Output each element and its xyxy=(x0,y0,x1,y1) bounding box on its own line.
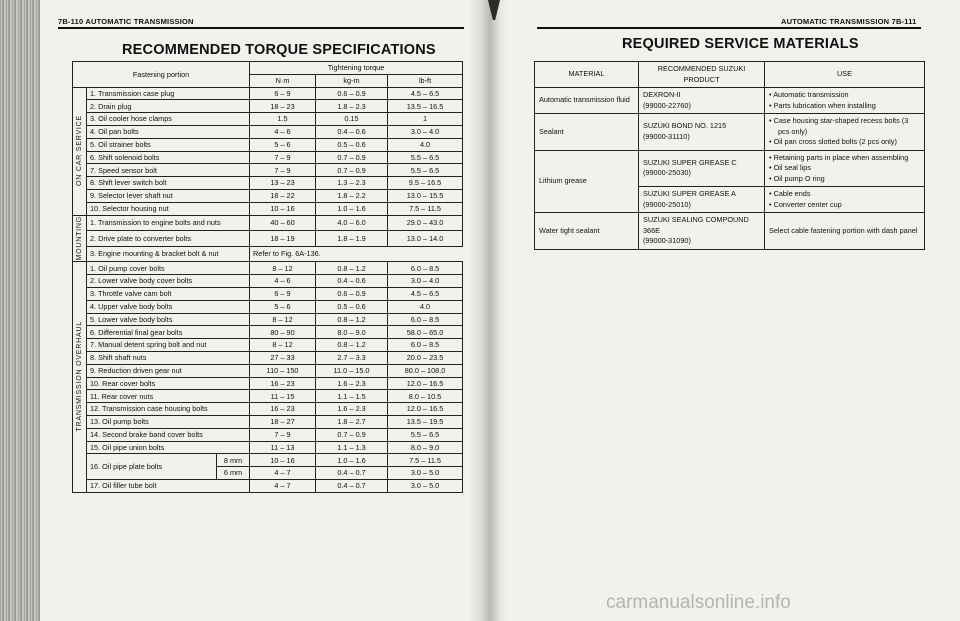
col-header-use: USE xyxy=(765,62,925,88)
torque-kgm-cell: 0.6 – 0.9 xyxy=(316,87,388,100)
torque-kgm-cell: 0.8 – 1.2 xyxy=(316,339,388,352)
torque-kgm-cell: 4.0 – 6.0 xyxy=(316,215,388,231)
torque-nm-cell: 6 – 9 xyxy=(250,87,316,100)
bullet: • xyxy=(769,163,772,172)
bullet: • xyxy=(769,137,772,146)
torque-lbft-cell: 6.0 – 8.5 xyxy=(388,313,463,326)
table-row xyxy=(73,364,463,377)
product-part-number: (99000-25010) xyxy=(643,199,691,209)
torque-lbft-cell: 8.0 – 9.0 xyxy=(388,441,463,454)
material-cell: Water tight sealant xyxy=(535,213,639,250)
table-row xyxy=(73,151,463,164)
table-row xyxy=(73,246,463,262)
torque-kgm-cell: 0.5 – 0.6 xyxy=(316,138,388,151)
bolt-size-cell: 8 mm xyxy=(217,454,250,467)
use-item-text: Oil seal lips xyxy=(773,163,811,172)
table-row xyxy=(73,113,463,126)
material-cell: Automatic transmission fluid xyxy=(535,88,639,114)
fastening-item: 6. Shift solenoid bolts xyxy=(87,151,250,164)
fastening-item: 2. Drain plug xyxy=(87,100,250,113)
fastening-item: 1. Oil pump cover bolts xyxy=(87,262,250,275)
torque-lbft-cell: 13.5 – 19.5 xyxy=(388,415,463,428)
use-item-text: Case housing star-shaped recess bolts (3 pcs only) xyxy=(773,116,909,136)
table-row xyxy=(535,114,925,151)
fastening-item: 3. Oil cooler hose clamps xyxy=(87,113,250,126)
torque-nm-cell: 18 – 27 xyxy=(250,415,316,428)
use-item-text: Parts lubrication when installing xyxy=(773,100,876,110)
use-cell: Select cable fastening portion with dash panel xyxy=(765,213,925,250)
torque-kgm-cell: 0.7 – 0.9 xyxy=(316,164,388,177)
page-binding-edge xyxy=(0,0,40,621)
right-page-title: REQUIRED SERVICE MATERIALS xyxy=(622,36,859,52)
table-row xyxy=(73,300,463,313)
product-part-number: (99000-31110) xyxy=(643,131,690,141)
torque-nm-cell: 8 – 12 xyxy=(250,313,316,326)
torque-nm-cell: 18 – 19 xyxy=(250,231,316,247)
material-cell: Lithium grease xyxy=(535,150,639,213)
torque-nm-cell: 7 – 9 xyxy=(250,151,316,164)
torque-kgm-cell: 0.4 – 0.7 xyxy=(316,479,388,492)
torque-kgm-cell: 1.8 – 1.9 xyxy=(316,231,388,247)
torque-nm-cell: 11 – 13 xyxy=(250,441,316,454)
torque-lbft-cell: 80.0 – 108.0 xyxy=(388,364,463,377)
bolt-size-cell: 6 mm xyxy=(217,467,250,480)
torque-nm-cell: 10 – 16 xyxy=(250,454,316,467)
right-header-rule xyxy=(537,27,921,29)
fastening-item: 4. Oil pan bolts xyxy=(87,125,250,138)
product-cell xyxy=(639,187,765,213)
use-item-text: Automatic transmission xyxy=(773,90,849,99)
torque-lbft-cell: 3.0 – 4.0 xyxy=(388,125,463,138)
torque-lbft-cell: 4.5 – 6.5 xyxy=(388,87,463,100)
torque-kgm-cell: 0.4 – 0.7 xyxy=(316,467,388,480)
torque-lbft-cell: 29.0 – 43.0 xyxy=(388,215,463,231)
fastening-item: 2. Drive plate to converter bolts xyxy=(87,231,250,247)
torque-lbft-cell: 12.0 – 16.5 xyxy=(388,377,463,390)
table-row xyxy=(73,428,463,441)
torque-lbft-cell: 3.0 – 5.0 xyxy=(388,467,463,480)
product-name: SUZUKI SEALING COMPOUND 366E xyxy=(643,215,749,235)
torque-kgm-cell: 0.8 – 1.2 xyxy=(316,262,388,275)
torque-lbft-cell: 5.5 – 6.5 xyxy=(388,164,463,177)
torque-nm-cell: 4 – 7 xyxy=(250,479,316,492)
col-header-material: MATERIAL xyxy=(535,62,639,88)
torque-nm-cell: 5 – 6 xyxy=(250,138,316,151)
torque-lbft-cell: 7.5 – 11.5 xyxy=(388,454,463,467)
bullet: • xyxy=(769,173,772,183)
fastening-item: 10. Rear cover bolts xyxy=(87,377,250,390)
left-header-rule xyxy=(58,27,464,29)
fastening-item: 13. Oil pump bolts xyxy=(87,415,250,428)
torque-lbft-cell: 4.5 – 6.5 xyxy=(388,287,463,300)
torque-nm-cell: 13 – 23 xyxy=(250,177,316,190)
use-item-text: Retaining parts in place when assembling xyxy=(773,152,909,162)
fastening-item: 10. Selector housing nut xyxy=(87,202,250,215)
use-item xyxy=(769,116,920,137)
table-row xyxy=(535,150,925,187)
torque-lbft-cell: 5.5 – 6.5 xyxy=(388,428,463,441)
use-item-text: Cable ends xyxy=(773,189,811,198)
torque-refer-cell: Refer to Fig. 6A-136. xyxy=(250,246,463,262)
use-item xyxy=(769,189,920,200)
bullet: • xyxy=(769,90,772,99)
torque-kgm-cell: 0.7 – 0.9 xyxy=(316,151,388,164)
table-row xyxy=(73,275,463,288)
fastening-item: 7. Speed sensor bolt xyxy=(87,164,250,177)
group-label-on-car-service xyxy=(73,87,87,215)
torque-nm-cell: 16 – 23 xyxy=(250,403,316,416)
torque-lbft-cell: 13.5 – 16.5 xyxy=(388,100,463,113)
product-part-number: (99000-25030) xyxy=(643,168,691,178)
table-row xyxy=(73,454,463,467)
torque-kgm-cell: 0.7 – 0.9 xyxy=(316,428,388,441)
torque-nm-cell: 16 – 23 xyxy=(250,377,316,390)
material-cell: Sealant xyxy=(535,114,639,151)
fastening-item: 5. Oil strainer bolts xyxy=(87,138,250,151)
use-item xyxy=(769,90,920,101)
torque-kgm-cell: 1.8 – 2.3 xyxy=(316,100,388,113)
torque-lbft-cell: 4.0 xyxy=(388,300,463,313)
col-header-tightening-torque: Tightening torque xyxy=(250,62,463,75)
torque-lbft-cell: 4.0 xyxy=(388,138,463,151)
left-page-title: RECOMMENDED TORQUE SPECIFICATIONS xyxy=(122,42,436,58)
fastening-item: 4. Upper valve body bolts xyxy=(87,300,250,313)
fastening-item: 9. Selector lever shaft nut xyxy=(87,189,250,202)
fastening-item: 15. Oil pipe union bolts xyxy=(87,441,250,454)
torque-kgm-cell: 2.7 – 3.3 xyxy=(316,351,388,364)
table-row xyxy=(73,125,463,138)
fastening-item: 5. Lower valve body bolts xyxy=(87,313,250,326)
product-name: SUZUKI SUPER GREASE C xyxy=(643,157,737,167)
torque-spec-table xyxy=(72,61,463,493)
torque-nm-cell: 18 – 23 xyxy=(250,100,316,113)
use-item xyxy=(769,101,920,112)
torque-lbft-cell: 20.0 – 23.5 xyxy=(388,351,463,364)
torque-kgm-cell: 8.0 – 9.0 xyxy=(316,326,388,339)
table-row xyxy=(73,313,463,326)
use-item xyxy=(769,174,920,185)
torque-kgm-cell: 0.4 – 0.6 xyxy=(316,125,388,138)
torque-kgm-cell: 1.0 – 1.6 xyxy=(316,202,388,215)
use-cell xyxy=(765,150,925,187)
fastening-item: 3. Throttle valve cam bolt xyxy=(87,287,250,300)
torque-nm-cell: 4 – 7 xyxy=(250,467,316,480)
fastening-item: 8. Shift shaft nuts xyxy=(87,351,250,364)
group-label-transmission-overhaul xyxy=(73,262,87,492)
torque-kgm-cell: 0.15 xyxy=(316,113,388,126)
product-part-number: (99000-31090) xyxy=(643,236,691,245)
torque-nm-cell: 27 – 33 xyxy=(250,351,316,364)
fastening-item: 9. Reduction driven gear nut xyxy=(87,364,250,377)
col-header-kgm: kg-m xyxy=(316,74,388,87)
torque-kgm-cell: 1.8 – 2.7 xyxy=(316,415,388,428)
use-item xyxy=(769,163,920,174)
fastening-item: 1. Transmission to engine bolts and nuts xyxy=(87,215,250,231)
torque-nm-cell: 4 – 6 xyxy=(250,275,316,288)
torque-kgm-cell: 1.3 – 2.3 xyxy=(316,177,388,190)
torque-lbft-cell: 9.5 – 16.5 xyxy=(388,177,463,190)
torque-nm-cell: 5 – 6 xyxy=(250,300,316,313)
table-row xyxy=(73,390,463,403)
use-item xyxy=(769,200,920,211)
group-label-text: TRANSMISSION OVERHAUL xyxy=(76,321,83,432)
table-row xyxy=(73,403,463,416)
bullet: • xyxy=(769,116,772,125)
fastening-item: 12. Transmission case housing bolts xyxy=(87,403,250,416)
torque-nm-cell: 7 – 9 xyxy=(250,164,316,177)
table-row xyxy=(73,100,463,113)
torque-lbft-cell: 58.0 – 65.0 xyxy=(388,326,463,339)
table-row xyxy=(73,287,463,300)
use-item xyxy=(769,153,920,164)
torque-kgm-cell: 1.0 – 1.6 xyxy=(316,454,388,467)
torque-kgm-cell: 11.0 – 15.0 xyxy=(316,364,388,377)
page-gutter xyxy=(468,0,508,621)
col-header-recommended-product: RECOMMENDED SUZUKI PRODUCT xyxy=(639,62,765,88)
torque-nm-cell: 6 – 9 xyxy=(250,287,316,300)
torque-kgm-cell: 1.8 – 2.2 xyxy=(316,189,388,202)
fastening-item: 14. Second brake band cover bolts xyxy=(87,428,250,441)
torque-kgm-cell: 0.4 – 0.6 xyxy=(316,275,388,288)
table-row xyxy=(73,231,463,247)
fastening-item: 7. Manual detent spring bolt and nut xyxy=(87,339,250,352)
fastening-item: 6. Differential final gear bolts xyxy=(87,326,250,339)
use-cell xyxy=(765,187,925,213)
torque-kgm-cell: 0.6 – 0.9 xyxy=(316,287,388,300)
torque-nm-cell: 110 – 150 xyxy=(250,364,316,377)
product-part-number: (99000-22760) xyxy=(643,100,691,110)
torque-nm-cell: 18 – 22 xyxy=(250,189,316,202)
table-row xyxy=(73,138,463,151)
bullet: • xyxy=(769,100,772,110)
torque-lbft-cell: 8.0 – 10.5 xyxy=(388,390,463,403)
product-cell xyxy=(639,150,765,187)
product-name: DEXRON-II xyxy=(643,90,681,99)
torque-nm-cell: 4 – 6 xyxy=(250,125,316,138)
fastening-item: 2. Lower valve body cover bolts xyxy=(87,275,250,288)
use-item-text: Converter center cup xyxy=(773,199,842,209)
right-page-number: AUTOMATIC TRANSMISSION 7B-111 xyxy=(781,17,917,26)
torque-nm-cell: 40 – 60 xyxy=(250,215,316,231)
group-label-text: MOUNTING xyxy=(76,215,83,261)
table-row xyxy=(73,202,463,215)
torque-lbft-cell: 7.5 – 11.5 xyxy=(388,202,463,215)
torque-lbft-cell: 3.0 – 5.0 xyxy=(388,479,463,492)
product-cell xyxy=(639,114,765,151)
product-name: SUZUKI BOND NO. 1215 xyxy=(643,121,727,131)
torque-nm-cell: 7 – 9 xyxy=(250,428,316,441)
torque-kgm-cell: 1.1 – 1.5 xyxy=(316,390,388,403)
table-row xyxy=(73,177,463,190)
col-header-nm: N·m xyxy=(250,74,316,87)
torque-nm-cell: 10 – 16 xyxy=(250,202,316,215)
table-row xyxy=(73,189,463,202)
torque-kgm-cell: 0.5 – 0.6 xyxy=(316,300,388,313)
torque-nm-cell: 1.5 xyxy=(250,113,316,126)
table-row xyxy=(73,415,463,428)
service-materials-table xyxy=(534,61,925,250)
product-name: SUZUKI SUPER GREASE A xyxy=(643,189,736,198)
use-item-text: Oil pan cross slotted bolts (2 pcs only) xyxy=(773,137,897,146)
torque-nm-cell: 8 – 12 xyxy=(250,262,316,275)
use-item xyxy=(769,137,920,148)
table-row xyxy=(73,479,463,492)
torque-lbft-cell: 12.0 – 16.5 xyxy=(388,403,463,416)
torque-lbft-cell: 6.0 – 8.5 xyxy=(388,339,463,352)
torque-nm-cell: 11 – 15 xyxy=(250,390,316,403)
torque-kgm-cell: 0.8 – 1.2 xyxy=(316,313,388,326)
table-row xyxy=(535,88,925,114)
group-label-mounting xyxy=(73,215,87,262)
product-cell xyxy=(639,88,765,114)
table-row xyxy=(73,164,463,177)
fastening-item: 3. Engine mounting & bracket bolt & nut xyxy=(87,246,250,262)
torque-lbft-cell: 3.0 – 4.0 xyxy=(388,275,463,288)
watermark: carmanualsonline.info xyxy=(606,592,791,613)
bullet: • xyxy=(769,152,772,162)
col-header-lbft: lb-ft xyxy=(388,74,463,87)
col-header-fastening-portion: Fastening portion xyxy=(73,62,250,88)
fastening-item: 17. Oil filler tube bolt xyxy=(87,479,250,492)
use-cell xyxy=(765,88,925,114)
table-row xyxy=(73,262,463,275)
torque-lbft-cell: 1 xyxy=(388,113,463,126)
fastening-item: 16. Oil pipe plate bolts xyxy=(87,454,217,480)
table-row xyxy=(73,339,463,352)
torque-nm-cell: 8 – 12 xyxy=(250,339,316,352)
torque-kgm-cell: 1.1 – 1.3 xyxy=(316,441,388,454)
table-row xyxy=(73,215,463,231)
use-item-text: Oil pump O ring xyxy=(773,173,825,183)
table-row xyxy=(73,87,463,100)
torque-lbft-cell: 13.0 – 14.0 xyxy=(388,231,463,247)
group-label-text: ON CAR SERVICE xyxy=(76,114,83,186)
torque-lbft-cell: 5.5 – 6.5 xyxy=(388,151,463,164)
use-cell xyxy=(765,114,925,151)
torque-nm-cell: 80 – 90 xyxy=(250,326,316,339)
fastening-item: 11. Rear cover nuts xyxy=(87,390,250,403)
table-row xyxy=(73,326,463,339)
torque-lbft-cell: 6.0 – 8.5 xyxy=(388,262,463,275)
table-row xyxy=(73,351,463,364)
product-cell xyxy=(639,213,765,250)
bullet: • xyxy=(769,199,772,209)
table-row xyxy=(535,213,925,250)
bullet: • xyxy=(769,189,772,198)
fastening-item: 8. Shift lever switch bolt xyxy=(87,177,250,190)
torque-kgm-cell: 1.6 – 2.3 xyxy=(316,377,388,390)
torque-kgm-cell: 1.6 – 2.3 xyxy=(316,403,388,416)
fastening-item: 1. Transmission case plug xyxy=(87,87,250,100)
table-row xyxy=(73,377,463,390)
left-page-number: 7B-110 AUTOMATIC TRANSMISSION xyxy=(58,17,194,26)
torque-lbft-cell: 13.0 – 15.5 xyxy=(388,189,463,202)
table-row xyxy=(73,441,463,454)
